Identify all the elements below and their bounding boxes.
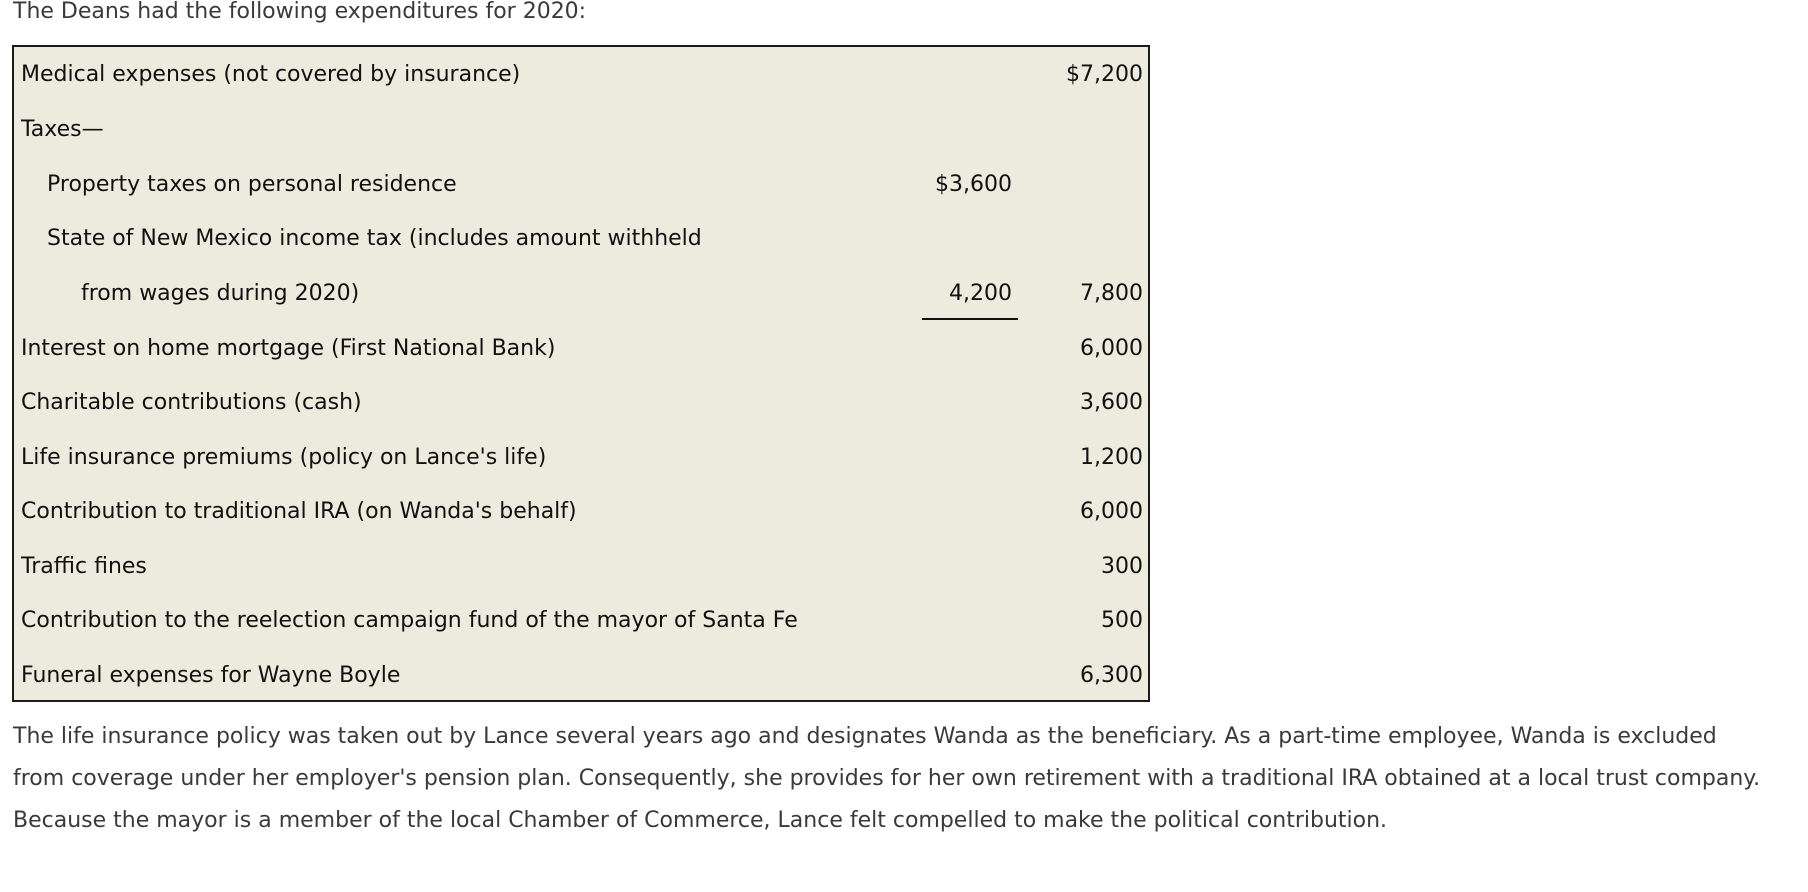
item-label: Contribution to traditional IRA (on Wanda's behalf) <box>21 499 577 524</box>
table-row <box>14 165 1148 205</box>
item-total: 6,000 <box>1080 499 1143 524</box>
item-total: 500 <box>1101 608 1143 633</box>
table-row <box>14 656 1148 696</box>
table-row <box>14 110 1148 150</box>
table-row <box>14 492 1148 532</box>
table-row <box>14 438 1148 478</box>
item-total: 1,200 <box>1080 445 1143 470</box>
table-row <box>14 219 1148 259</box>
table-row <box>14 329 1148 369</box>
item-total: 7,800 <box>1080 281 1143 306</box>
item-label: Charitable contributions (cash) <box>21 390 362 415</box>
expenditures-table <box>12 45 1150 702</box>
subtotal-underline <box>922 318 1018 320</box>
item-label: Interest on home mortgage (First National Bank) <box>21 336 556 361</box>
item-subamount: $3,600 <box>935 172 1012 197</box>
item-total: 6,300 <box>1080 663 1143 688</box>
table-row <box>14 383 1148 423</box>
table-row <box>14 547 1148 587</box>
item-label: Taxes— <box>21 117 104 142</box>
item-label: Traffic fines <box>21 554 147 579</box>
item-total: 3,600 <box>1080 390 1143 415</box>
item-total: $7,200 <box>1066 62 1143 87</box>
intro-text: The Deans had the following expenditures for 2020: <box>13 0 587 24</box>
item-label: Funeral expenses for Wayne Boyle <box>21 663 401 688</box>
explanatory-note: The life insurance policy was taken out by Lance several years ago and designates Wanda as the beneficiary. As a part-time employee, Wanda is excluded from coverage under her employer's pension plan. Consequently, she provides for her own retirement with a traditional IRA obtained at a local trust company. Because the mayor is a member of the local Chamber of Commerce, Lance felt compelled to make the political contribution. <box>13 724 1761 833</box>
table-row <box>14 601 1148 641</box>
table-row <box>14 274 1148 314</box>
item-subamount: 4,200 <box>949 281 1012 306</box>
item-total: 6,000 <box>1080 336 1143 361</box>
item-label: from wages during 2020) <box>81 281 360 306</box>
item-label: State of New Mexico income tax (includes amount withheld <box>47 226 702 251</box>
item-label: Medical expenses (not covered by insurance) <box>21 62 521 87</box>
item-total: 300 <box>1101 554 1143 579</box>
item-label: Life insurance premiums (policy on Lance's life) <box>21 445 547 470</box>
item-label: Contribution to the reelection campaign fund of the mayor of Santa Fe <box>21 608 798 633</box>
table-row <box>14 55 1148 95</box>
item-label: Property taxes on personal residence <box>47 172 457 197</box>
